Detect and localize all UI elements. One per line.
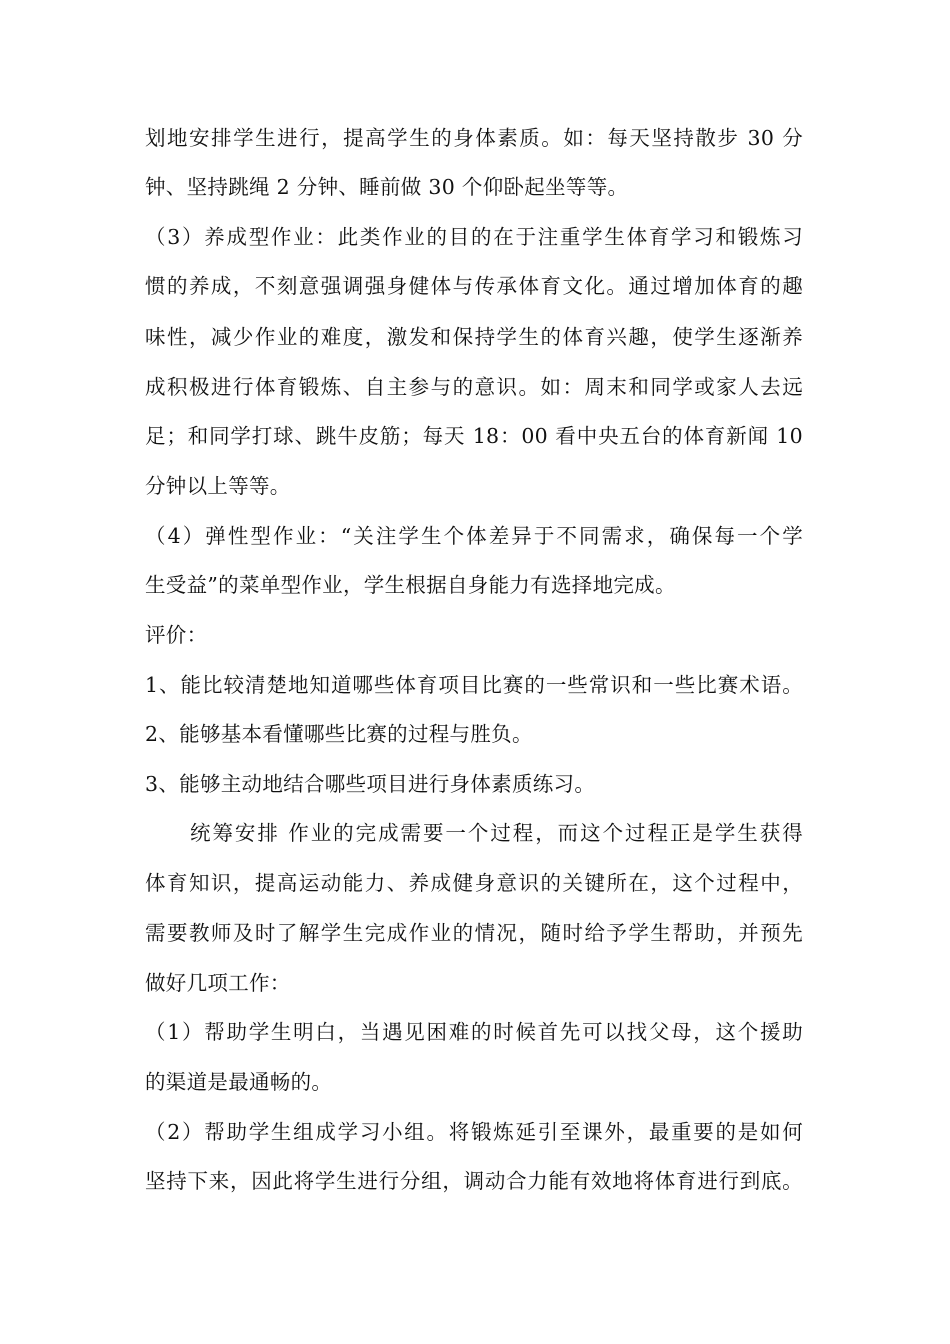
paragraph-line: 统筹安排 作业的完成需要一个过程，而这个过程正是学生获得 <box>190 821 803 845</box>
paragraph-line: 划地安排学生进行，提高学生的身体素质。如：每天坚持散步 30 分 <box>145 126 803 150</box>
paragraph-line: （1）帮助学生明白，当遇见困难的时候首先可以找父母，这个援助 <box>145 1020 803 1044</box>
paragraph-line: 体育知识，提高运动能力、养成健身意识的关键所在，这个过程中， <box>145 871 803 895</box>
paragraph-line: 做好几项工作： <box>145 971 291 995</box>
paragraph-line: 的渠道是最通畅的。 <box>145 1070 333 1094</box>
paragraph-line: 成积极进行体育锻炼、自主参与的意识。如：周末和同学或家人去远 <box>145 375 803 399</box>
list-item: 1、能比较清楚地知道哪些体育项目比赛的一些常识和一些比赛术语。 <box>145 673 803 697</box>
section-heading: 评价： <box>145 623 208 647</box>
paragraph-line: 惯的养成，不刻意强调强身健体与传承体育文化。通过增加体育的趣 <box>145 274 803 298</box>
paragraph-line: 生受益”的菜单型作业，学生根据自身能力有选择地完成。 <box>145 573 676 597</box>
list-item: 2、能够基本看懂哪些比赛的过程与胜负。 <box>145 722 533 746</box>
list-item: 3、能够主动地结合哪些项目进行身体素质练习。 <box>145 772 596 796</box>
paragraph-line: 需要教师及时了解学生完成作业的情况，随时给予学生帮助，并预先 <box>145 921 803 945</box>
paragraph-line: 钟、坚持跳绳 2 分钟、睡前做 30 个仰卧起坐等等。 <box>145 175 629 199</box>
paragraph-line: 坚持下来，因此将学生进行分组，调动合力能有效地将体育进行到底。 <box>145 1169 803 1193</box>
paragraph-line: （3）养成型作业：此类作业的目的在于注重学生体育学习和锻炼习 <box>145 225 803 249</box>
paragraph-line: 味性，减少作业的难度，激发和保持学生的体育兴趣，使学生逐渐养 <box>145 325 803 349</box>
paragraph-line: 分钟以上等等。 <box>145 474 291 498</box>
paragraph-line: 足；和同学打球、跳牛皮筋；每天 18：00 看中央五台的体育新闻 10 <box>145 424 803 448</box>
paragraph-line: （4）弹性型作业：“关注学生个体差异于不同需求，确保每一个学 <box>145 524 803 548</box>
paragraph-line: （2）帮助学生组成学习小组。将锻炼延引至课外，最重要的是如何 <box>145 1120 803 1144</box>
